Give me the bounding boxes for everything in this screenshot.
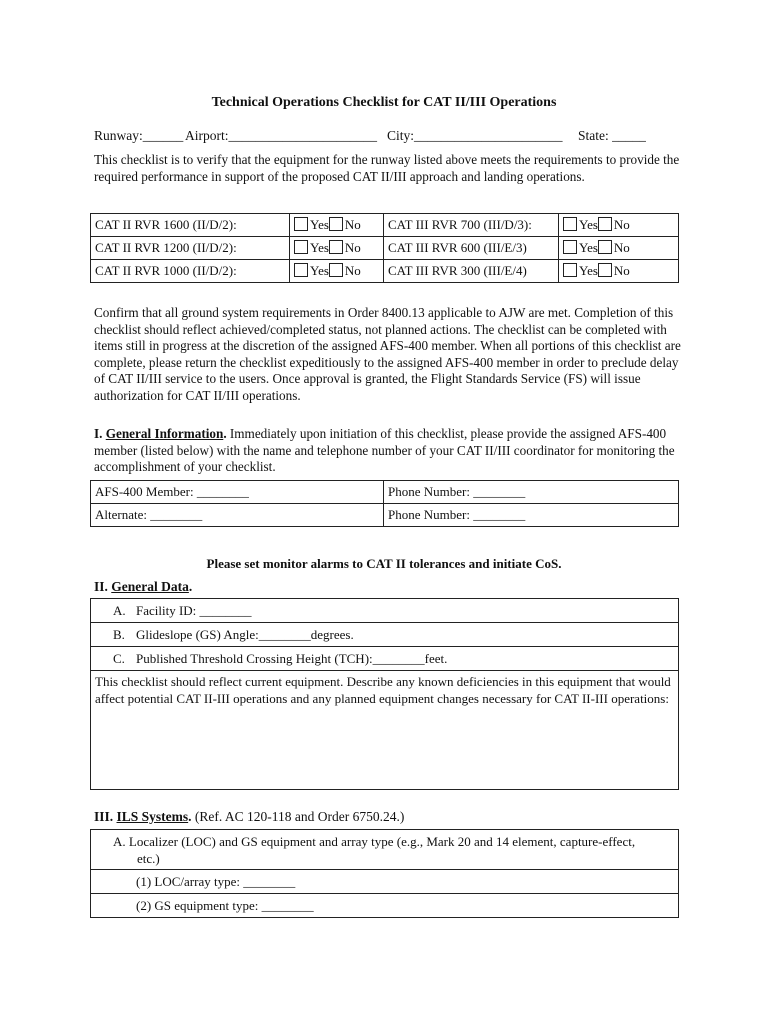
yes-label: Yes: [579, 240, 598, 255]
list-item: [91, 894, 678, 918]
gs-equipment-type-field[interactable]: (2) GS equipment type: ________: [136, 898, 314, 913]
alternate-field[interactable]: Alternate: ________: [91, 504, 384, 527]
section-number: I.: [94, 426, 103, 441]
no-checkbox[interactable]: [598, 263, 612, 277]
yes-no-cell: [559, 214, 679, 237]
no-checkbox[interactable]: [598, 240, 612, 254]
no-label: No: [613, 263, 630, 278]
monitor-note: Please set monitor alarms to CAT II tolerances and initiate CoS.: [206, 556, 562, 571]
no-label: No: [613, 217, 630, 232]
ils-systems-box: [90, 829, 679, 918]
afs-member-field[interactable]: AFS-400 Member: ________: [91, 481, 384, 504]
contact-table: [90, 480, 679, 527]
phone-number-field[interactable]: Phone Number: ________: [384, 481, 679, 504]
page-title: Technical Operations Checklist for CAT II/III Operations: [211, 95, 557, 110]
loc-gs-item: A. Localizer (LOC) and GS equipment and array type (e.g., Mark 20 and 14 element, capture-effect,: [113, 834, 636, 849]
rvr-label: CAT II RVR 1000 (II/D/2):: [91, 260, 290, 283]
yes-label: Yes: [579, 263, 598, 278]
general-data-box: [90, 598, 679, 790]
list-item: [91, 830, 678, 870]
state-field[interactable]: State: _____: [578, 128, 646, 143]
no-checkbox[interactable]: [329, 240, 343, 254]
confirm-paragraph: Confirm that all ground system requirements in Order 8400.13 applicable to AJW are met. Completion of this checklist should reflect achieved/completed status, not planned actions. The checklist can be completed with items still in progress at the discretion of the assigned AFS-400 member. When all portions of this checklist are complete, please return the checklist expeditiously to the assigned AFS-400 member in order to preclude delay of CAT II/III service to the users. Once approval is granted, the Flight Standards Service (FS) will issue authorization for CAT II/III operations.: [94, 305, 681, 403]
item-letter: C.: [113, 651, 125, 666]
section-2-heading: II. General Data.: [94, 579, 193, 594]
list-item: [91, 599, 678, 623]
yes-label: Yes: [310, 240, 329, 255]
yes-no-cell: [559, 260, 679, 283]
section-reference: (Ref. AC 120-118 and Order 6750.24.): [194, 809, 405, 824]
yes-no-cell: [559, 237, 679, 260]
loc-array-type-field[interactable]: (1) LOC/array type: ________: [136, 874, 296, 889]
no-checkbox[interactable]: [329, 217, 343, 231]
yes-checkbox[interactable]: [563, 240, 577, 254]
item-letter: A.: [113, 603, 126, 618]
intro-paragraph: This checklist is to verify that the equipment for the runway listed above meets the requirements to provide the required performance in support of the proposed CAT II/III approach and landing operations.: [94, 152, 680, 184]
no-checkbox[interactable]: [598, 217, 612, 231]
yes-checkbox[interactable]: [294, 240, 308, 254]
gs-angle-field[interactable]: Glideslope (GS) Angle:________degrees.: [136, 627, 354, 642]
city-field[interactable]: City:______________________: [387, 128, 563, 143]
deficiency-note[interactable]: This checklist should reflect current equipment. Describe any known deficiencies in this equipment that would affect potential CAT II-III operations and any planned equipment changes necessary for CAT II-III operations:: [95, 674, 671, 706]
yes-checkbox[interactable]: [563, 263, 577, 277]
tch-field[interactable]: Published Threshold Crossing Height (TCH):________feet.: [136, 651, 448, 666]
yes-label: Yes: [310, 217, 329, 232]
item-letter: B.: [113, 627, 125, 642]
yes-no-cell: [290, 260, 384, 283]
yes-checkbox[interactable]: [294, 217, 308, 231]
rvr-table: [90, 213, 679, 283]
section-heading: General Data: [111, 579, 189, 594]
airport-field[interactable]: Airport:______________________: [185, 128, 377, 143]
runway-field[interactable]: Runway:______: [94, 128, 184, 143]
yes-no-cell: [290, 237, 384, 260]
section-1-intro: I. General Information. Immediately upon initiation of this checklist, please provide the assigned AFS-400 member (listed below) with the name and telephone number of your CAT II/III coordinator for monitoring the accomplishment of your checklist.: [94, 426, 675, 474]
list-item: [91, 623, 678, 647]
table-row: [91, 260, 679, 283]
table-row: [91, 237, 679, 260]
yes-no-cell: [290, 214, 384, 237]
no-label: No: [344, 240, 361, 255]
no-label: No: [613, 240, 630, 255]
table-row: [91, 481, 679, 504]
rvr-label: CAT II RVR 1200 (II/D/2):: [91, 237, 290, 260]
section-number: III.: [94, 809, 114, 824]
loc-gs-item-cont: etc.): [137, 851, 160, 866]
list-item: [91, 870, 678, 894]
list-item: [91, 647, 678, 671]
rvr-label: CAT III RVR 300 (III/E/4): [384, 260, 559, 283]
section-text: Immediately upon initiation of this checklist, please provide the assigned AFS-400 member (listed below) with the name and telephone number of your CAT II/III coordinator for monitoring the accomplishment of your checklist.: [94, 426, 675, 474]
yes-label: Yes: [579, 217, 598, 232]
yes-label: Yes: [310, 263, 329, 278]
section-number: II.: [94, 579, 108, 594]
phone-number-field[interactable]: Phone Number: ________: [384, 504, 679, 527]
no-checkbox[interactable]: [329, 263, 343, 277]
yes-checkbox[interactable]: [563, 217, 577, 231]
table-row: [91, 214, 679, 237]
no-label: No: [344, 263, 361, 278]
no-label: No: [344, 217, 361, 232]
rvr-label: CAT III RVR 700 (III/D/3):: [384, 214, 559, 237]
section-3-heading: III. ILS Systems. (Ref. AC 120-118 and Order 6750.24.): [94, 809, 405, 824]
facility-id-field[interactable]: Facility ID: ________: [136, 603, 252, 618]
yes-checkbox[interactable]: [294, 263, 308, 277]
section-heading: ILS Systems: [116, 809, 189, 824]
rvr-label: CAT II RVR 1600 (II/D/2):: [91, 214, 290, 237]
rvr-label: CAT III RVR 600 (III/E/3): [384, 237, 559, 260]
table-row: [91, 504, 679, 527]
section-heading: General Information: [105, 426, 224, 441]
